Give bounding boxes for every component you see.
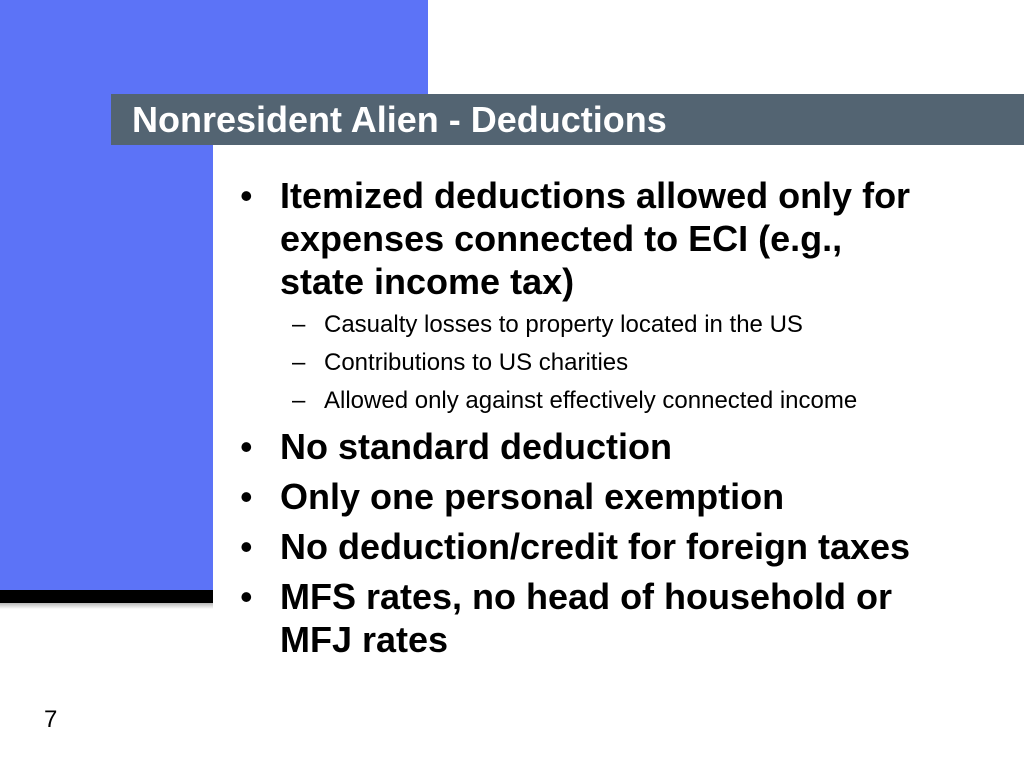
sub-bullet-text: Contributions to US charities [324, 349, 629, 376]
sub-bullet-text: Allowed only against effectively connected income [324, 387, 858, 414]
bullet-icon: • [240, 526, 253, 567]
bullet-item [238, 525, 928, 568]
sub-bullet-text: Casualty losses to property located in the US [324, 311, 803, 338]
decorative-blue-block-top [0, 0, 428, 94]
sub-bullet-list [238, 310, 928, 415]
bullet-icon: • [240, 576, 253, 617]
bullet-item [238, 475, 928, 518]
bullet-item [238, 174, 928, 303]
bullet-icon: • [240, 476, 253, 517]
bullet-icon: • [240, 175, 253, 216]
bullet-item [238, 425, 928, 468]
bullet-text: No deduction/credit for foreign taxes [280, 526, 911, 567]
bullet-list [238, 174, 928, 668]
bullet-text: MFS rates, no head of household or MFJ rates [280, 576, 893, 660]
sub-bullet-item [238, 348, 928, 377]
sub-bullet-item [238, 386, 928, 415]
decorative-bar-shadow [0, 603, 213, 609]
bullet-text: Itemized deductions allowed only for expenses connected to ECI (e.g., state income tax) [280, 175, 911, 302]
slide-title: Nonresident Alien - Deductions [132, 99, 667, 140]
dash-icon: – [292, 349, 306, 376]
dash-icon: – [292, 311, 306, 338]
sub-bullet-item [238, 310, 928, 339]
bullet-text: Only one personal exemption [280, 476, 785, 517]
decorative-blue-block-left [0, 94, 213, 590]
bullet-text: No standard deduction [280, 426, 673, 467]
dash-icon: – [292, 387, 306, 414]
decorative-black-bar [0, 590, 213, 603]
page-number: 7 [44, 706, 58, 733]
bullet-item [238, 575, 928, 661]
bullet-icon: • [240, 426, 253, 467]
